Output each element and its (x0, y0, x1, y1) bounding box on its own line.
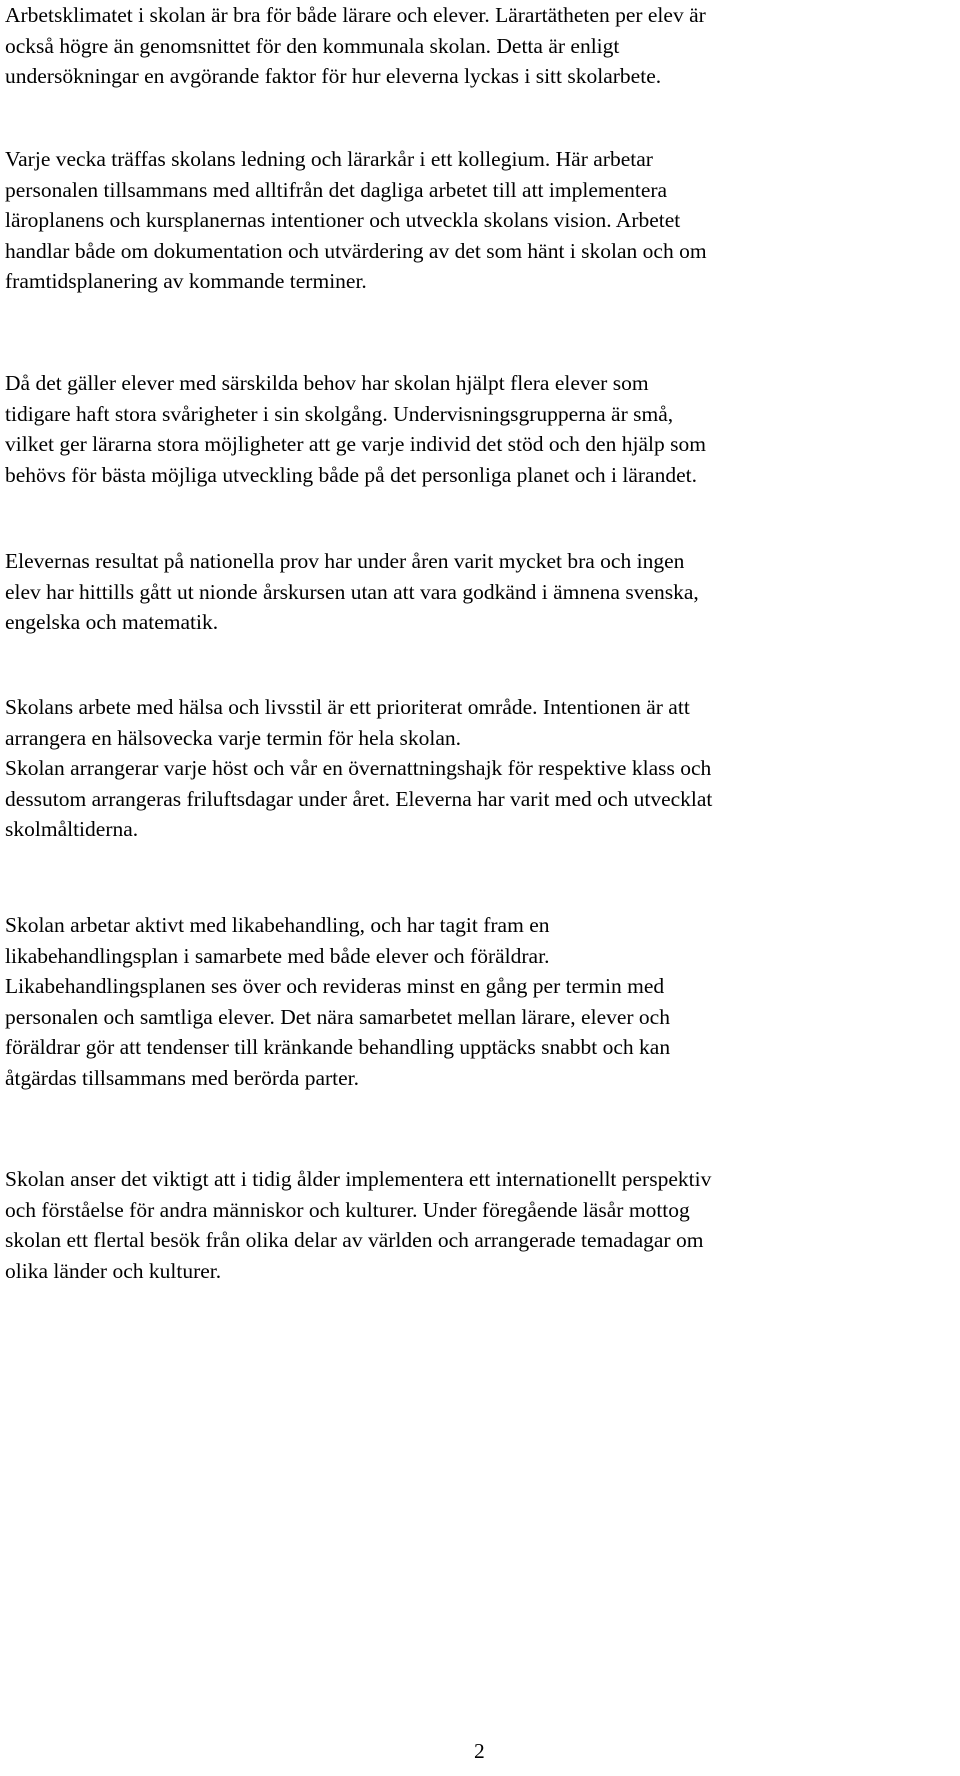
text-line: framtidsplanering av kommande terminer. (5, 269, 367, 294)
text-line: Varje vecka träffas skolans ledning och lärarkår i ett kollegium. Här arbetar (5, 147, 653, 171)
text-line: elev har hittills gått ut nionde årskursen utan att vara godkänd i ämnena svenska, (5, 579, 699, 604)
text-line: Arbetsklimatet i skolan är bra för både lärare och elever. Lärartätheten per elev är (5, 3, 706, 27)
text-line: Skolan anser det viktigt att i tidig ålder implementera ett internationellt perspektiv (5, 1167, 712, 1191)
text-line: Likabehandlingsplanen ses över och revideras minst en gång per termin med (5, 974, 665, 999)
text-line: åtgärdas tillsammans med berörda parter. (5, 1065, 360, 1090)
text-line: skolmåltiderna. (5, 817, 139, 842)
text-line: läroplanens och kursplanernas intentioner och utveckla skolans vision. Arbetet (5, 208, 681, 233)
paragraph-special-needs (5, 368, 706, 490)
paragraph-staff-meetings (5, 144, 707, 297)
text-line: engelska och matematik. (5, 610, 219, 635)
text-line: Skolans arbete med hälsa och livsstil är ett prioriterat område. Intentionen är att (5, 695, 690, 719)
text-line: skolan ett flertal besök från olika delar av världen och arrangerade temadagar om (5, 1228, 704, 1253)
text-line: personalen tillsammans med alltifrån det dagliga arbetet till att implementera (5, 177, 668, 202)
text-line: Då det gäller elever med särskilda behov har skolan hjälpt flera elever som (5, 371, 649, 395)
text-line: Elevernas resultat på nationella prov har under åren varit mycket bra och ingen (5, 549, 685, 573)
text-line: personalen och samtliga elever. Det nära samarbetet mellan lärare, elever och (5, 1004, 670, 1029)
text-line: vilket ger lärarna stora möjligheter att ge varje individ det stöd och den hjälp som (5, 432, 706, 457)
text-line: likabehandlingsplan i samarbete med både elever och föräldrar. (5, 943, 550, 968)
text-line: Skolan arbetar aktivt med likabehandling, och har tagit fram en (5, 913, 550, 937)
text-line: behövs för bästa möjliga utveckling både på det personliga planet och i lärandet. (5, 462, 697, 487)
paragraph-international-perspective (5, 1164, 711, 1286)
text-line: arrangera en hälsovecka varje termin för hela skolan. (5, 725, 462, 750)
paragraph-health-lifestyle (5, 692, 712, 845)
text-line: olika länder och kulturer. (5, 1258, 222, 1283)
text-line: Skolan arrangerar varje höst och vår en övernattningshajk för respektive klass och (5, 756, 712, 781)
text-line: och förståelse för andra människor och kulturer. Under föregående läsår mottog (5, 1197, 690, 1222)
page-number: 2 (474, 1739, 485, 1763)
text-line: föräldrar gör att tendenser till kränkande behandling upptäcks snabbt och kan (5, 1035, 671, 1060)
text-line: också högre än genomsnittet för den kommunala skolan. Detta är enligt (5, 33, 620, 58)
paragraph-national-tests (5, 546, 699, 638)
text-line: tidigare haft stora svårigheter i sin skolgång. Undervisningsgrupperna är små, (5, 401, 674, 426)
text-line: handlar både om dokumentation och utvärdering av det som hänt i skolan och om (5, 238, 707, 263)
text-line: undersökningar en avgörande faktor för hur eleverna lyckas i sitt skolarbete. (5, 64, 662, 89)
paragraph-equal-treatment (5, 910, 670, 1094)
paragraph-work-climate (5, 0, 706, 92)
text-line: dessutom arrangeras friluftsdagar under året. Eleverna har varit med och utvecklat (5, 786, 713, 811)
